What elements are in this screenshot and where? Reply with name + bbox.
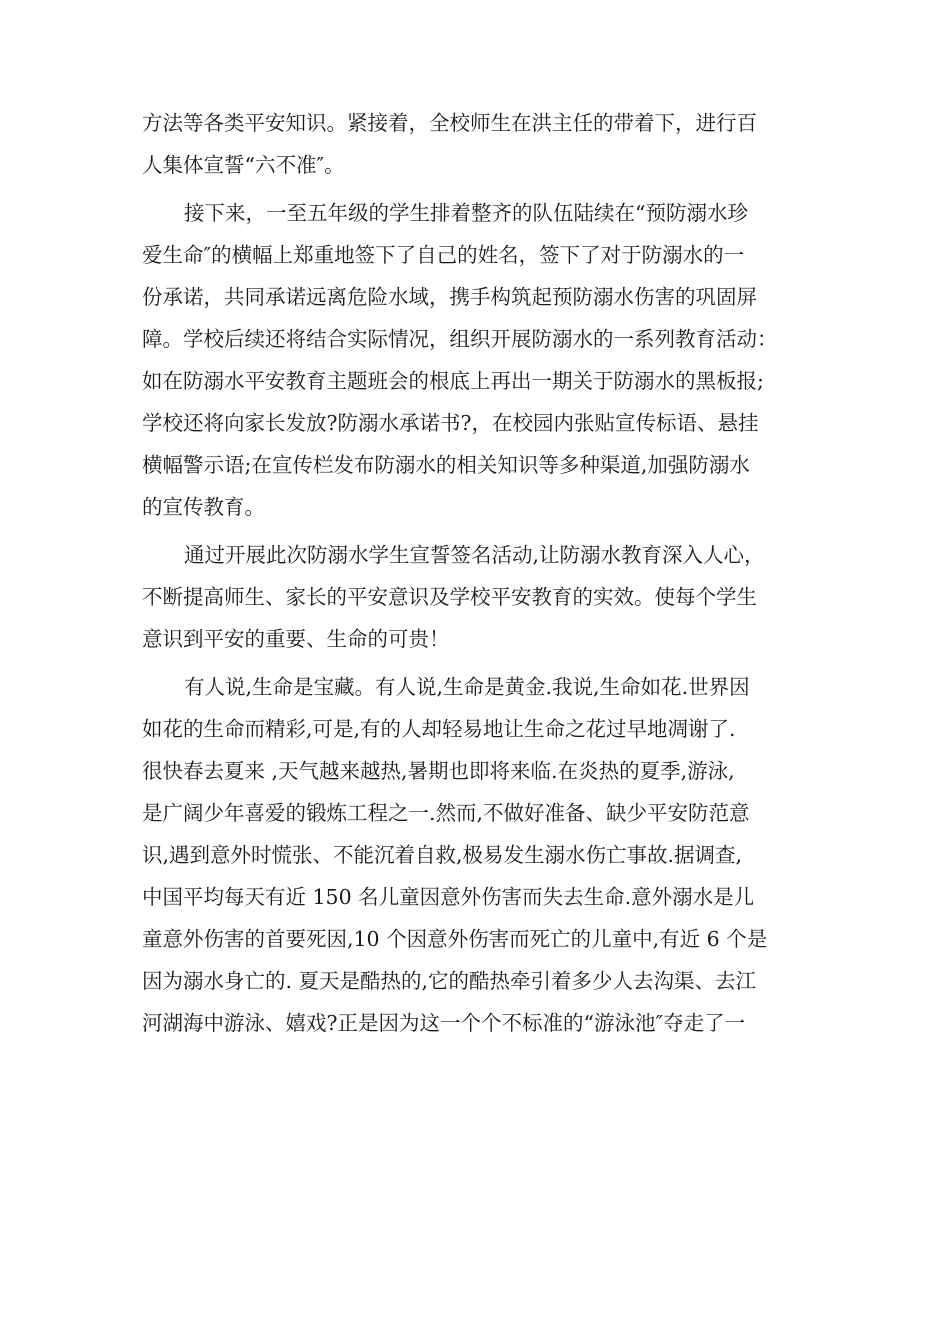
text-line: 通过开展此次防溺水学生宣誓签名活动,让防溺水教育深入人心， [184, 543, 765, 567]
text-line: 河湖海中游泳、嬉戏?正是因为这一个个不标准的“游泳池″夺走了一 [142, 1011, 746, 1035]
text-line: 中国平均每天有近 150 名儿童因意外伤害而失去生命.意外溺水是儿 [142, 885, 755, 909]
text-line: 意识到平安的重要、生命的可贵！ [142, 627, 450, 651]
text-line: 童意外伤害的首要死因,10 个因意外伤害而死亡的儿童中,有近 6 个是 [142, 927, 768, 951]
text-line: 很快春去夏来 ,天气越来越热,暑期也即将来临.在炎热的夏季,游泳, [142, 759, 735, 783]
text-line: 接下来，一至五年级的学生排着整齐的队伍陆续在“预防溺水珍 [184, 201, 748, 225]
text-line: 不断提高师生、家长的平安意识及学校平安教育的实效。使每个学生 [142, 585, 757, 609]
text-line: 方法等各类平安知识。紧接着，全校师生在洪主任的带着下，进行百 [142, 111, 757, 135]
text-line: 识,遇到意外时慌张、不能沉着自救,极易发生溺水伤亡事故.据调查, [142, 843, 743, 867]
document-body [142, 102, 822, 1050]
text-line: 障。学校后续还将结合实际情况，组织开展防溺水的一系列教育活动： [142, 327, 778, 351]
paragraph-1 [142, 102, 822, 186]
paragraph-2 [142, 192, 822, 528]
text-line: 如在防溺水平安教育主题班会的根底上再出一期关于防溺水的黑板报; [142, 369, 764, 393]
text-line: 份承诺，共同承诺远离危险水域，携手构筑起预防溺水伤害的巩固屏 [142, 285, 757, 309]
text-line: 人集体宣誓“六不准″。 [142, 153, 345, 177]
text-line: 爱生命″的横幅上郑重地签下了自己的姓名，签下了对于防溺水的一 [142, 243, 745, 267]
paragraph-4 [142, 666, 822, 1044]
text-line: 如花的生命而精彩,可是,有的人却轻易地让生命之花过早地凋谢了. [142, 717, 736, 741]
text-line: 的宣传教育。 [142, 495, 265, 519]
text-line: 是广阔少年喜爱的锻炼工程之一.然而,不做好准备、缺少平安防范意 [142, 801, 750, 825]
text-line: 有人说,生命是宝藏。有人说,生命是黄金.我说,生命如花.世界因 [184, 675, 750, 699]
text-line: 横幅警示语;在宣传栏发布防溺水的相关知识等多种渠道,加强防溺水 [142, 453, 750, 477]
text-line: 因为溺水身亡的. 夏天是酷热的,它的酷热牵引着多少人去沟渠、去江 [142, 969, 757, 993]
paragraph-3 [142, 534, 822, 660]
text-line: 学校还将向家长发放?防溺水承诺书?，在校园内张贴宣传标语、悬挂 [142, 411, 759, 435]
